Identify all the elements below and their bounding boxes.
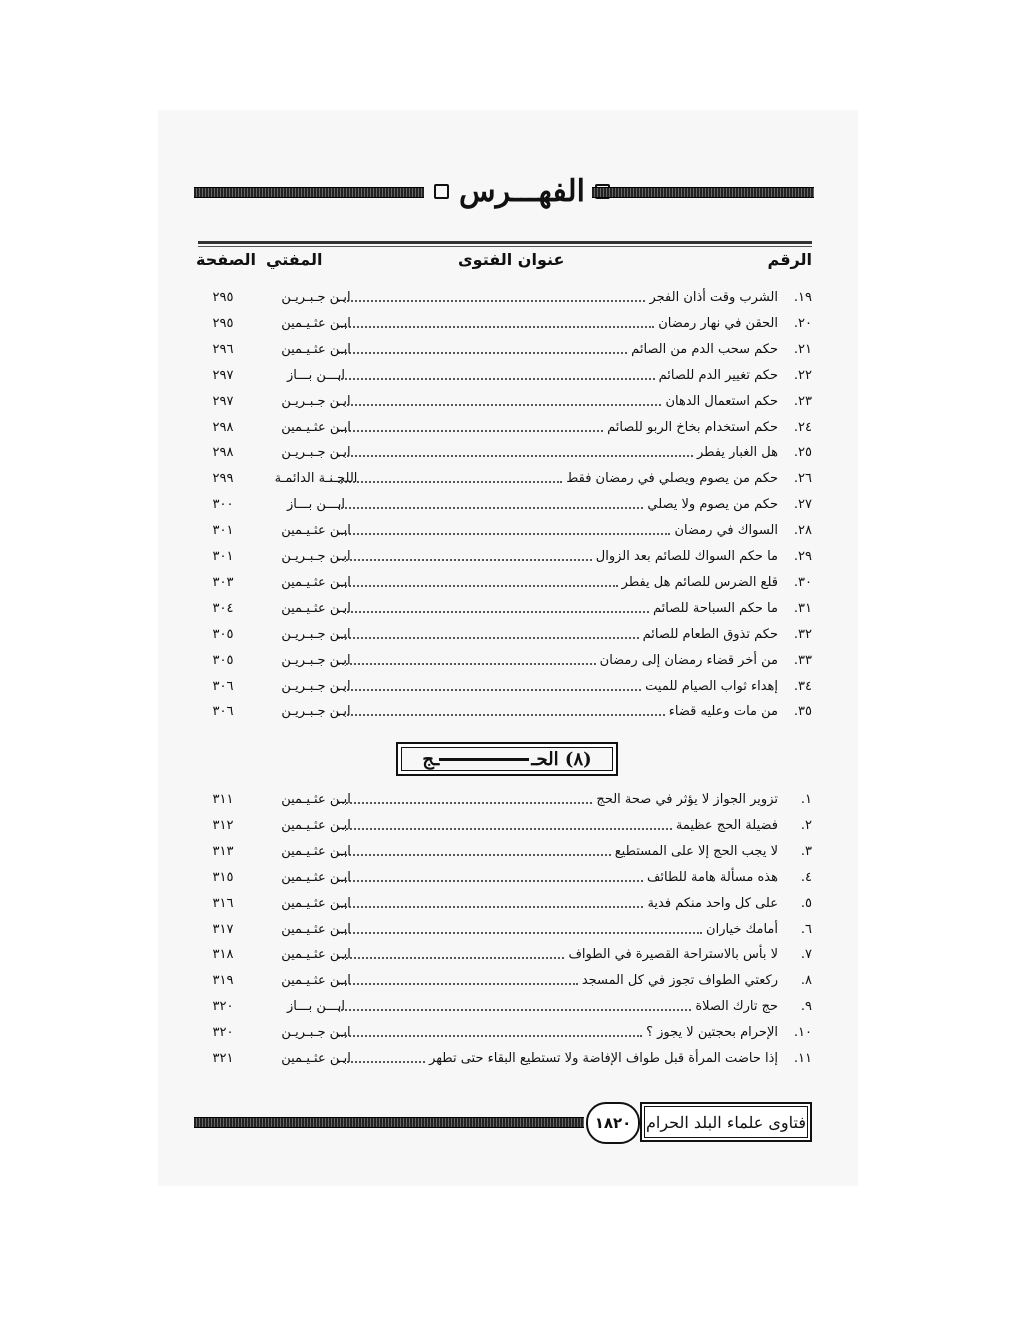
entry-number: ١.: [800, 792, 812, 807]
entry-mufti: ابـن عثـيـمين: [281, 921, 351, 937]
entry-title: [338, 999, 778, 1014]
entry-mufti: ابـن عثـيـمين: [281, 1051, 351, 1066]
entry-title: [338, 523, 778, 538]
entry-mufti: ابـن جـبـريـن: [281, 1025, 351, 1041]
dot-leader: [338, 523, 670, 535]
entry-title: [338, 844, 778, 859]
entry-title-text: الحقن في نهار رمضان: [658, 315, 778, 331]
entry-page: ٣١٣: [212, 843, 234, 859]
entry-number: ١٠.: [793, 1025, 812, 1041]
entry-mufti: ابـن عثـيـمين: [281, 574, 351, 590]
header-ornament-left: [194, 187, 424, 198]
list-item: [198, 816, 812, 840]
entry-mufti: ابـن جـبـريـن: [281, 704, 351, 720]
entry-number: ٢٨.: [793, 523, 812, 539]
dot-leader: [338, 653, 596, 665]
entry-page: ٣١٦: [212, 895, 234, 911]
entry-page: ٢٩٦: [212, 341, 234, 357]
entry-title: [338, 792, 778, 807]
entry-page: ٣١٨: [212, 947, 234, 963]
entry-page: ٢٩٧: [212, 393, 234, 409]
dot-leader: [338, 420, 603, 432]
entry-title: [338, 627, 778, 642]
entry-mufti: ابـن عثـيـمين: [281, 817, 351, 833]
entry-title-text: هذه مسألة هامة للطائف: [646, 869, 778, 885]
entry-number: ٣٤.: [793, 678, 812, 694]
page-title: [434, 171, 610, 211]
dot-leader: [338, 601, 649, 613]
entry-title: [338, 290, 778, 305]
entry-title: [338, 575, 778, 590]
dot-leader: [338, 316, 654, 328]
dot-leader: [338, 896, 643, 908]
entry-title: [338, 896, 778, 911]
entry-number: ٧.: [800, 947, 812, 963]
list-item: [198, 495, 812, 519]
dot-leader: [338, 947, 564, 959]
dot-leader: [338, 342, 627, 354]
entry-title: [338, 947, 778, 962]
dot-leader: [338, 627, 639, 639]
entry-page: ٣١٧: [212, 921, 234, 937]
entry-title-text: إهداء ثواب الصيام للميت: [645, 678, 778, 694]
entry-number: ٢١.: [793, 341, 812, 357]
entry-mufti: ابـن عثـيـمين: [281, 973, 351, 989]
entry-page: ٢٩٥: [212, 290, 234, 305]
entry-title-text: حج تارك الصلاة: [695, 999, 778, 1015]
column-header-page: الصفحة: [196, 250, 257, 269]
dot-leader: [338, 792, 592, 804]
list-item: [198, 469, 812, 493]
entry-title: [338, 368, 778, 383]
entry-mufti: ابـن جـبـريـن: [281, 393, 351, 409]
entry-page: ٣١٢: [212, 817, 234, 833]
entry-title: [338, 922, 778, 937]
entry-number: ٨.: [800, 973, 812, 989]
column-header-mufti: المفتي: [266, 250, 323, 269]
entry-title-text: على كل واحد منكم فدية: [647, 895, 778, 911]
index-page: [158, 110, 858, 1186]
entry-number: ٤.: [800, 869, 812, 885]
header-rule: [198, 241, 812, 244]
entry-title: [338, 973, 778, 988]
entry-mufti: ابـن جـبـريـن: [281, 678, 351, 694]
dot-leader: [338, 922, 702, 934]
entry-title: [338, 679, 778, 694]
entry-title: [338, 394, 778, 409]
dot-leader: [338, 497, 643, 509]
list-item: [198, 392, 812, 416]
entry-number: ٢٥.: [793, 445, 812, 461]
entry-mufti: ابـن عثـيـمين: [281, 792, 351, 807]
entry-page: ٣٢٠: [212, 1025, 234, 1041]
entry-number: ٢٩.: [793, 549, 812, 564]
entry-number: ٣٥.: [793, 704, 812, 720]
list-item: [198, 790, 812, 814]
entry-title-text: الشرب وقت أذان الفجر: [649, 290, 778, 305]
dot-leader: [338, 1025, 642, 1037]
entry-page: ٢٩٨: [212, 419, 234, 435]
entry-title-text: ما حكم السواك للصائم بعد الزوال: [595, 549, 778, 564]
dot-leader: [338, 679, 641, 691]
entry-page: ٣٠١: [212, 549, 234, 564]
entry-mufti: ابـن عثـيـمين: [281, 341, 351, 357]
entry-mufti: ابـن عثـيـمين: [281, 843, 351, 859]
entry-title-text: من أخر قضاء رمضان إلى رمضان: [599, 652, 778, 668]
entry-number: ٢٣.: [793, 393, 812, 409]
entry-title-text: حكم من يصوم ولا يصلي: [647, 497, 778, 513]
entry-page: ٣٢٠: [212, 999, 234, 1015]
list-item: [198, 443, 812, 467]
page-title-text: الفهـــرس: [458, 173, 586, 209]
kashida-stroke: [439, 758, 529, 761]
entry-mufti: ابـن جـبـريـن: [281, 290, 351, 305]
entry-title: [338, 1025, 778, 1040]
entry-page: ٣٠٤: [212, 600, 234, 616]
entry-mufti: ابـن جـبـريـن: [281, 549, 351, 564]
dot-leader: [338, 549, 592, 561]
entry-title-text: هل الغبار يفطر: [696, 445, 778, 461]
entry-page: ٣٠٥: [212, 652, 234, 668]
entry-number: ٢٧.: [793, 497, 812, 513]
entry-number: ٢.: [800, 817, 812, 833]
entry-title-text: حكم تغيير الدم للصائم: [658, 367, 778, 383]
entry-title: [338, 316, 778, 331]
footer-ornament: [194, 1117, 584, 1128]
entry-mufti: ابـن عثـيـمين: [281, 523, 351, 539]
entry-number: ٣.: [800, 843, 812, 859]
list-item: [198, 651, 812, 675]
entry-page: ٣٠١: [212, 523, 234, 539]
list-item: [198, 1023, 812, 1047]
entry-number: ٣٠.: [793, 574, 812, 590]
list-item: [198, 314, 812, 338]
entry-title: [338, 601, 778, 616]
entry-title: [338, 445, 778, 460]
list-item: [198, 573, 812, 597]
entry-title-text: لا بأس بالاستراحة القصيرة في الطواف: [568, 947, 778, 963]
entry-title: [338, 1051, 778, 1066]
list-item: [198, 340, 812, 364]
entry-title-text: حكم استعمال الدهان: [665, 393, 778, 409]
entry-page: ٢٩٨: [212, 445, 234, 461]
entry-mufti: ابـن عثـيـمين: [281, 869, 351, 885]
entry-page: ٢٩٩: [212, 471, 234, 487]
list-item: [198, 288, 812, 312]
entry-mufti: ابـــن بـــاز: [287, 999, 345, 1015]
entry-mufti: ابـن جـبـريـن: [281, 445, 351, 461]
entry-mufti: ابـن عثـيـمين: [281, 600, 351, 616]
entry-number: ٣١.: [793, 600, 812, 616]
dot-leader: [338, 870, 643, 882]
entry-number: ٣٣.: [793, 652, 812, 668]
entry-page: ٣١٥: [212, 869, 234, 885]
entry-mufti: اللجـنـة الدائمـة: [274, 471, 358, 487]
list-item: [198, 997, 812, 1021]
list-item: [198, 945, 812, 969]
list-item: [198, 894, 812, 918]
entry-title-text: حكم تذوق الطعام للصائم: [642, 626, 778, 642]
entry-title-text: حكم استخدام بخاخ الربو للصائم: [607, 419, 778, 435]
entry-mufti: ابـن جـبـريـن: [281, 652, 351, 668]
list-item: [198, 702, 812, 726]
list-item: [198, 366, 812, 390]
entry-page: ٣١٩: [212, 973, 234, 989]
entry-title: [338, 653, 778, 668]
entry-title-text: حكم سحب الدم من الصائم: [631, 341, 778, 357]
entry-page: ٣٢١: [212, 1051, 234, 1066]
entry-page: ٢٩٧: [212, 367, 234, 383]
entry-title-text: الإحرام بحجتين لا يجوز ؟: [646, 1025, 778, 1041]
dot-leader: [338, 575, 618, 587]
list-item: [198, 1049, 812, 1073]
entry-page: ٣١١: [212, 792, 234, 807]
entry-number: ٦.: [800, 921, 812, 937]
dot-leader: [338, 844, 611, 856]
entry-mufti: ابـن عثـيـمين: [281, 315, 351, 331]
entry-title-text: السواك في رمضان: [674, 523, 778, 539]
entry-title: [338, 818, 778, 833]
dot-leader: [338, 818, 672, 830]
entry-title-text: من مات وعليه قضاء: [668, 704, 778, 720]
column-header-number: الرقم: [767, 250, 812, 269]
entry-number: ١١.: [793, 1051, 812, 1066]
entry-page: ٣٠٠: [212, 497, 234, 513]
section-heading-hajj: [396, 742, 618, 776]
list-item: [198, 521, 812, 545]
entry-page: ٣٠٣: [212, 574, 234, 590]
entry-title-text: تزوير الجواز لا يؤثر في صحة الحج: [596, 792, 778, 807]
dot-leader: [338, 394, 661, 406]
entry-number: ٢٠.: [793, 315, 812, 331]
entry-title-text: أمامك خياران: [706, 921, 778, 937]
entry-mufti: ابـن عثـيـمين: [281, 895, 351, 911]
entry-title-text: قلع الضرس للصائم هل يفطر: [621, 574, 778, 590]
entry-title: [338, 420, 778, 435]
entry-page: ٣٠٦: [212, 678, 234, 694]
entry-mufti: ابـــن بـــاز: [287, 367, 345, 383]
entry-number: ٢٤.: [793, 419, 812, 435]
entry-number: ٩.: [800, 999, 812, 1015]
list-item: [198, 971, 812, 995]
list-item: [198, 547, 812, 571]
entry-title: [338, 870, 778, 885]
dot-leader: [338, 999, 691, 1011]
entry-number: ٢٢.: [793, 367, 812, 383]
dot-leader: [338, 368, 655, 380]
entry-page: ٣٠٥: [212, 626, 234, 642]
entry-mufti: ابـــن بـــاز: [287, 497, 345, 513]
entry-mufti: ابـن عثـيـمين: [281, 419, 351, 435]
list-item: [198, 599, 812, 623]
square-ornament-icon: [434, 184, 449, 199]
entry-title: [338, 497, 778, 512]
entry-number: ٣٢.: [793, 626, 812, 642]
column-header-title: عنوان الفتوى: [458, 250, 565, 269]
page-number: ١٨٢٠: [586, 1102, 640, 1144]
entry-title: [338, 342, 778, 357]
entry-mufti: ابـن جـبـريـن: [281, 626, 351, 642]
header-rule-thin: [198, 246, 812, 247]
dot-leader: [338, 290, 645, 302]
section-heading-tail: ـج: [422, 748, 440, 770]
entry-title-text: ما حكم السباحة للصائم: [652, 600, 778, 616]
header-ornament-right: [592, 187, 814, 198]
entry-title: [338, 471, 778, 486]
entry-title-text: لا يجب الحج إلا على المستطيع: [614, 843, 778, 859]
entry-number: ٢٦.: [793, 471, 812, 487]
dot-leader: [338, 973, 578, 985]
list-item: [198, 868, 812, 892]
header-band: [194, 173, 814, 209]
list-item: [198, 842, 812, 866]
dot-leader: [338, 704, 665, 716]
book-title: فتاوى علماء البلد الحرام: [640, 1102, 812, 1142]
entry-page: ٢٩٥: [212, 315, 234, 331]
entry-title: [338, 549, 778, 564]
section-heading-label: (٨) الحـ: [531, 748, 592, 770]
entry-title-text: فضيلة الحج عظيمة: [675, 817, 778, 833]
entry-title: [338, 704, 778, 719]
footer: [194, 1102, 812, 1142]
entry-number: ١٩.: [793, 290, 812, 305]
entry-number: ٥.: [800, 895, 812, 911]
entry-title-text: حكم من يصوم ويصلي في رمضان فقط: [566, 471, 778, 487]
list-item: [198, 418, 812, 442]
entry-title-text: إذا حاضت المرأة قبل طواف الإفاضة ولا تستطيع البقاء حتى تطهر: [429, 1051, 778, 1066]
list-item: [198, 920, 812, 944]
dot-leader: [338, 471, 562, 483]
entry-title-text: ركعتي الطواف تجوز في كل المسجد: [581, 973, 778, 989]
entry-page: ٣٠٦: [212, 704, 234, 720]
dot-leader: [338, 445, 693, 457]
entry-mufti: ابـن عثـيـمين: [281, 947, 351, 963]
list-item: [198, 677, 812, 701]
list-item: [198, 625, 812, 649]
